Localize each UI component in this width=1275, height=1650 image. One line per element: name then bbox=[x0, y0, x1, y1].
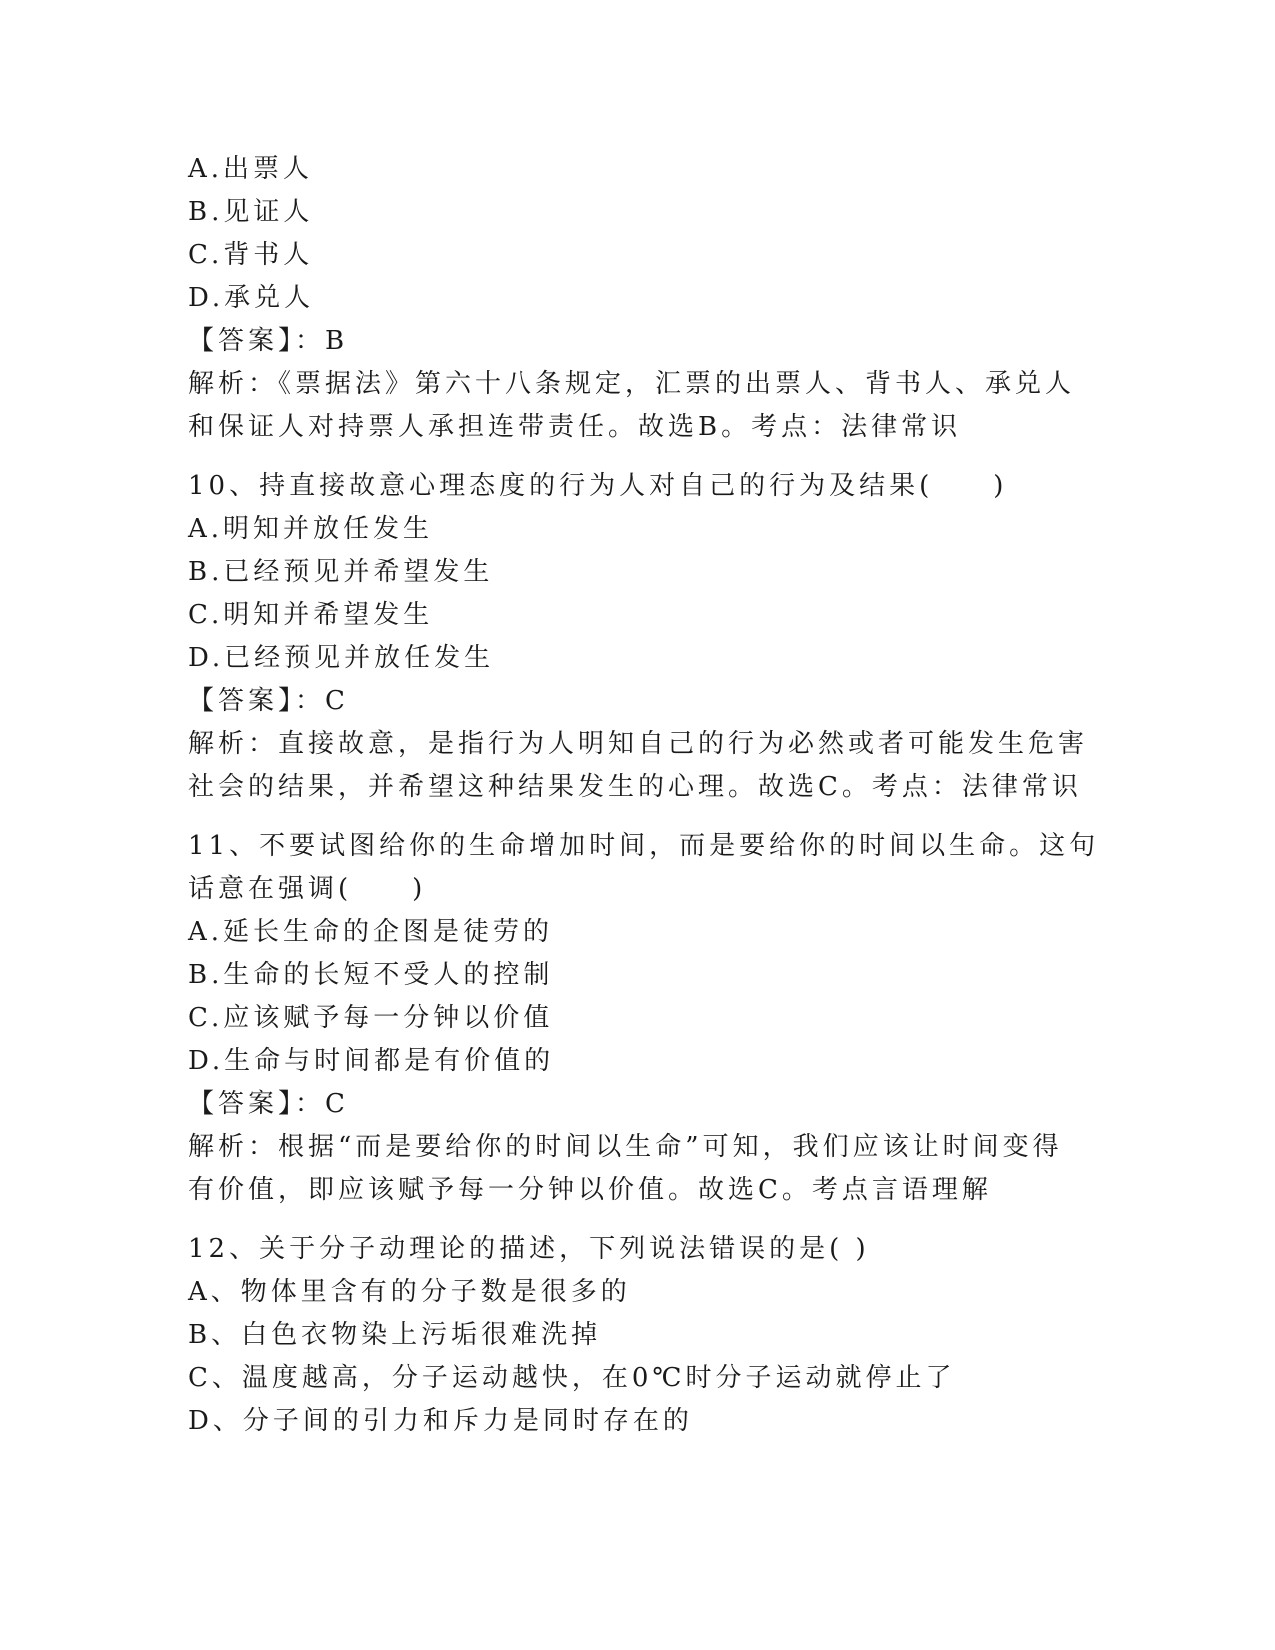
question-11-block bbox=[188, 825, 1100, 1212]
q9-option-b: B.见证人 bbox=[188, 197, 314, 227]
question-9-block bbox=[188, 148, 1076, 449]
q12-option-d: D、分子间的引力和斥力是同时存在的 bbox=[188, 1406, 693, 1436]
q11-option-c: C.应该赋予每一分钟以价值 bbox=[188, 1003, 554, 1033]
q12-option-c: C、温度越高，分子运动越快，在0℃时分子运动就停止了 bbox=[188, 1363, 956, 1393]
q11-option-d: D.生命与时间都是有价值的 bbox=[188, 1046, 555, 1076]
q9-option-d: D.承兑人 bbox=[188, 283, 315, 313]
q10-question: 10、持直接故意心理态度的行为人对自己的行为及结果( ) bbox=[188, 471, 1008, 501]
document-page bbox=[188, 148, 1100, 1443]
q11-answer: 【答案】：C bbox=[188, 1089, 349, 1119]
question-12-block bbox=[188, 1228, 1068, 1443]
q9-option-a: A.出票人 bbox=[188, 154, 314, 184]
q10-analysis-line-1: 解析：直接故意，是指行为人明知自己的行为必然或者可能发生危害 bbox=[188, 729, 1089, 759]
q12-option-b: B、白色衣物染上污垢很难洗掉 bbox=[188, 1320, 602, 1350]
q9-option-c: C.背书人 bbox=[188, 240, 314, 270]
q12-question: 12、关于分子动理论的描述，下列说法错误的是( ) bbox=[188, 1234, 870, 1264]
q10-option-d: D.已经预见并放任发生 bbox=[188, 643, 495, 673]
q11-option-b: B.生命的长短不受人的控制 bbox=[188, 960, 554, 990]
q11-analysis-line-1: 解析：根据“而是要给你的时间以生命”可知，我们应该让时间变得 bbox=[188, 1132, 1063, 1162]
q9-answer: 【答案】：B bbox=[188, 326, 349, 356]
q11-question-line-2: 话意在强调( ) bbox=[188, 874, 427, 904]
q10-option-b: B.已经预见并希望发生 bbox=[188, 557, 494, 587]
q10-option-c: C.明知并希望发生 bbox=[188, 600, 434, 630]
q10-answer: 【答案】：C bbox=[188, 686, 349, 716]
q9-analysis-line-2: 和保证人对持票人承担连带责任。故选B。考点：法律常识 bbox=[188, 412, 962, 442]
q9-analysis-line-1: 解析：《票据法》第六十八条规定，汇票的出票人、背书人、承兑人 bbox=[188, 369, 1076, 399]
q10-option-a: A.明知并放任发生 bbox=[188, 514, 434, 544]
question-10-block bbox=[188, 465, 1089, 809]
q11-question-line-1: 11、不要试图给你的生命增加时间，而是要给你的时间以生命。这句 bbox=[188, 831, 1100, 861]
q10-analysis-line-2: 社会的结果，并希望这种结果发生的心理。故选C。考点：法律常识 bbox=[188, 772, 1082, 802]
q11-analysis-line-2: 有价值，即应该赋予每一分钟以价值。故选C。考点言语理解 bbox=[188, 1175, 992, 1205]
q12-option-a: A、物体里含有的分子数是很多的 bbox=[188, 1277, 631, 1307]
q11-option-a: A.延长生命的企图是徒劳的 bbox=[188, 917, 554, 947]
